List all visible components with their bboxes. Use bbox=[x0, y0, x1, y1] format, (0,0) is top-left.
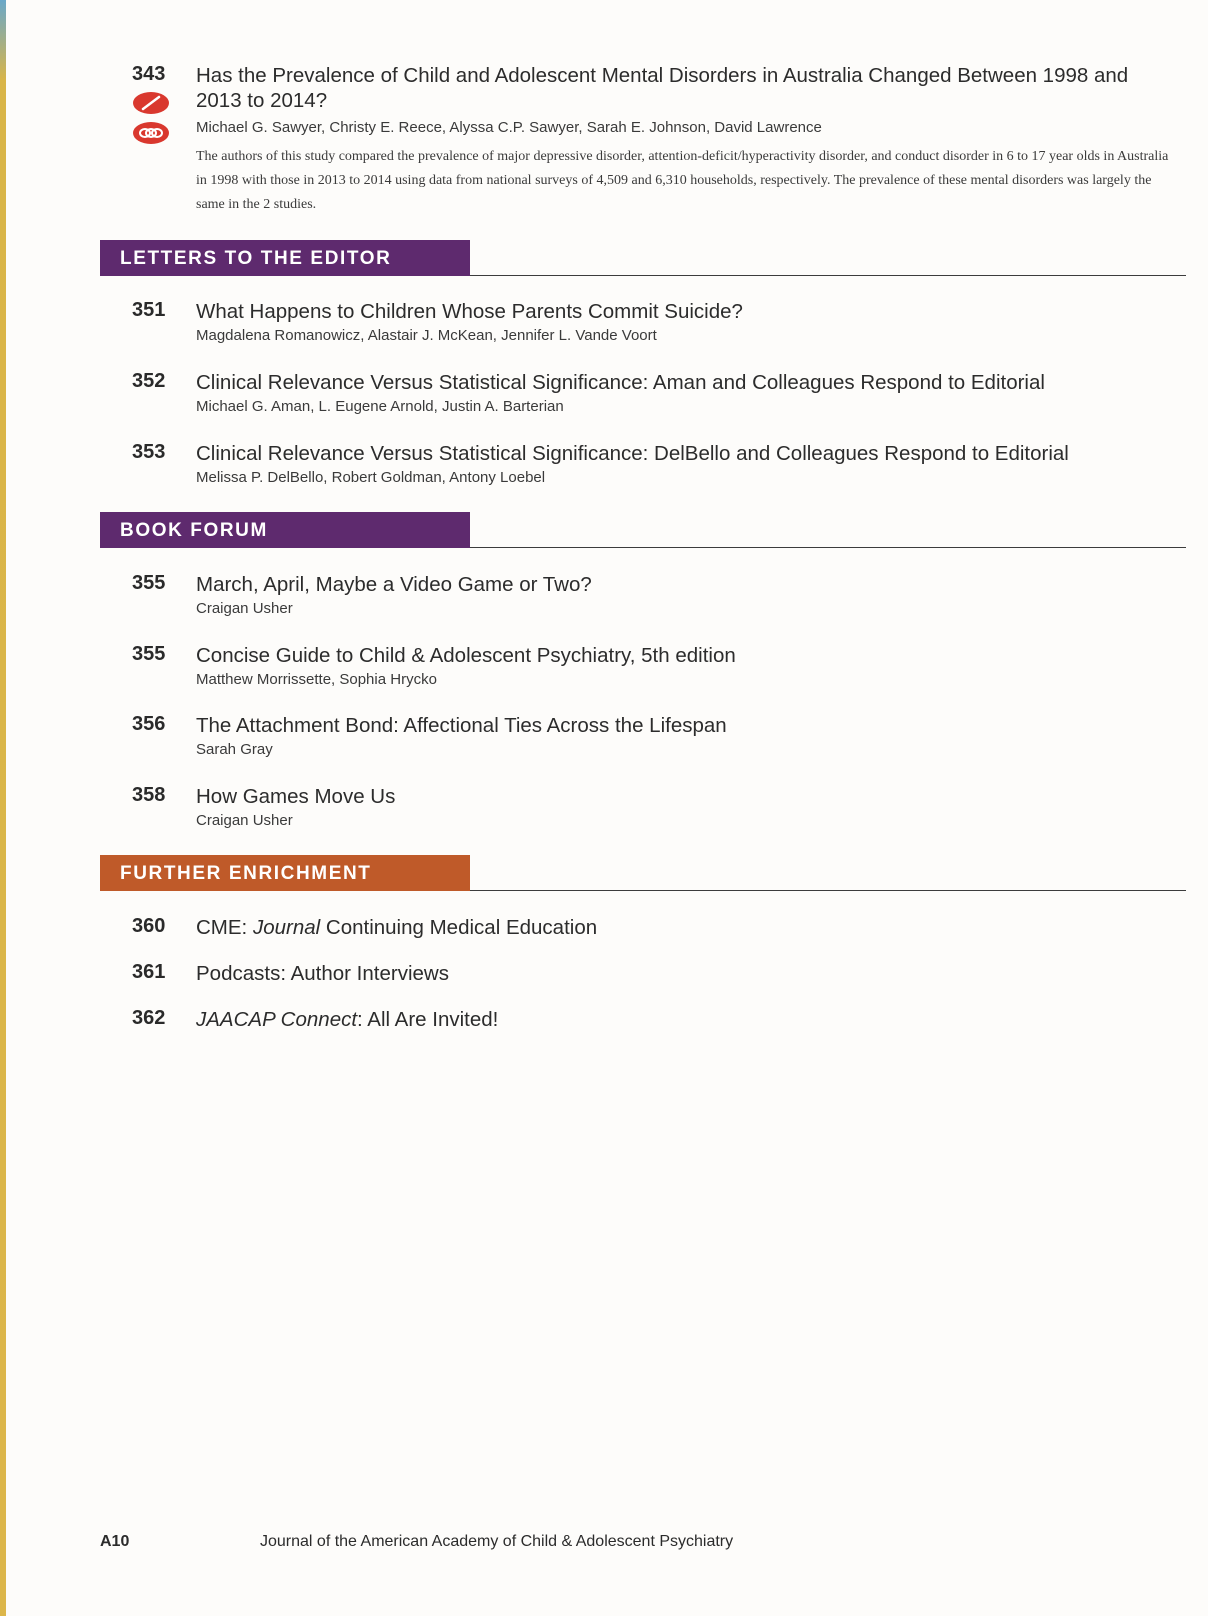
article-authors: Craigan Usher bbox=[196, 812, 293, 829]
section-rule bbox=[470, 890, 1186, 892]
article-authors: Michael G. Aman, L. Eugene Arnold, Justin A. Barterian bbox=[196, 398, 564, 415]
article-title[interactable]: How Games Move Us bbox=[196, 785, 396, 808]
article-authors: Michael G. Sawyer, Christy E. Reece, Alyssa C.P. Sawyer, Sarah E. Johnson, David Lawrence bbox=[196, 119, 822, 136]
article-authors: Magdalena Romanowicz, Alastair J. McKean, Jennifer L. Vande Voort bbox=[196, 327, 657, 344]
section-header-book-forum bbox=[100, 512, 1186, 548]
article-authors: Matthew Morrissette, Sophia Hrycko bbox=[196, 671, 437, 688]
section-rule bbox=[470, 547, 1186, 549]
page-number: 361 bbox=[132, 961, 166, 983]
page-number: 351 bbox=[132, 299, 166, 321]
article-title[interactable] bbox=[196, 915, 1172, 940]
title-suffix: : All Are Invited! bbox=[357, 1008, 499, 1031]
article-abstract: The authors of this study compared the prevalence of major depressive disorder, attention-deficit/hyperactivity disorder, and conduct disorder in 6 to 17 year olds in Australia in 1998 with those in 2013 to 2014 using data from national surveys of 4,509 and 6,310 households, respectively. The prevalence of these mental disorders was largely the same in the 2 studies. bbox=[196, 149, 1169, 212]
title-suffix: Continuing Medical Education bbox=[320, 916, 598, 939]
article-title[interactable]: Clinical Relevance Versus Statistical Significance: DelBello and Colleagues Respond to Editorial bbox=[196, 442, 1069, 465]
article-title[interactable]: March, April, Maybe a Video Game or Two? bbox=[196, 573, 592, 596]
article-title[interactable]: Podcasts: Author Interviews bbox=[196, 962, 449, 985]
folio-page-number: A10 bbox=[100, 1533, 130, 1550]
chain-link-icon bbox=[132, 121, 170, 145]
section-title: FURTHER ENRICHMENT bbox=[100, 855, 470, 891]
article-title[interactable]: Concise Guide to Child & Adolescent Psychiatry, 5th edition bbox=[196, 644, 736, 667]
article-title[interactable]: Has the Prevalence of Child and Adolescent Mental Disorders in Australia Changed Between 1998 and 2013 to 2014? bbox=[196, 64, 1129, 112]
section-title: LETTERS TO THE EDITOR bbox=[100, 240, 470, 276]
article-icons bbox=[132, 91, 172, 151]
page-number: 352 bbox=[132, 370, 166, 392]
article-authors: Melissa P. DelBello, Robert Goldman, Antony Loebel bbox=[196, 469, 546, 486]
journal-name: Journal of the American Academy of Child & Adolescent Psychiatry bbox=[260, 1533, 734, 1550]
article-authors: Craigan Usher bbox=[196, 600, 293, 617]
section-title: BOOK FORUM bbox=[100, 512, 470, 548]
pill-icon bbox=[132, 91, 170, 115]
page-number: 355 bbox=[132, 572, 166, 594]
article-title[interactable] bbox=[196, 1007, 1172, 1032]
title-italic: Journal bbox=[252, 916, 321, 939]
article-authors: Sarah Gray bbox=[196, 741, 273, 758]
article-title[interactable]: The Attachment Bond: Affectional Ties Across the Lifespan bbox=[196, 714, 727, 737]
page-number: 353 bbox=[132, 441, 166, 463]
page-number: 360 bbox=[132, 915, 166, 937]
article-title[interactable]: What Happens to Children Whose Parents Commit Suicide? bbox=[196, 300, 743, 323]
article-title[interactable]: Clinical Relevance Versus Statistical Significance: Aman and Colleagues Respond to Editorial bbox=[196, 371, 1045, 394]
page-number: 362 bbox=[132, 1007, 166, 1029]
title-italic: JAACAP Connect bbox=[196, 1008, 358, 1031]
page-number: 356 bbox=[132, 713, 166, 735]
page-number: 358 bbox=[132, 784, 166, 806]
section-header-enrichment bbox=[100, 855, 1186, 891]
section-rule bbox=[470, 275, 1186, 277]
title-prefix: CME: bbox=[196, 916, 253, 939]
page-number: 355 bbox=[132, 643, 166, 665]
page-edge-stripe bbox=[0, 0, 6, 1616]
section-header-letters bbox=[100, 240, 1186, 276]
page-number: 343 bbox=[132, 63, 166, 85]
